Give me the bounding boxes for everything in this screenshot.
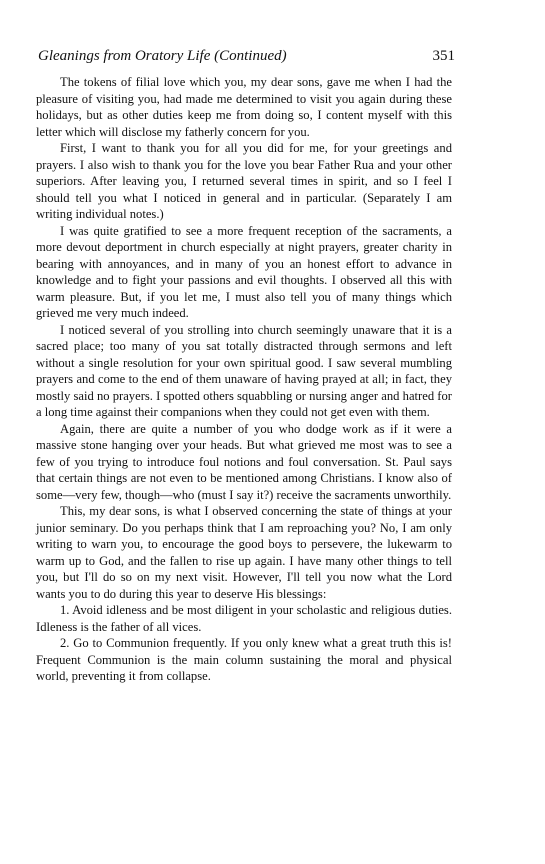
running-title: Gleanings from Oratory Life (Continued) [38, 48, 287, 64]
body-text [36, 74, 452, 685]
paragraph: I noticed several of you strolling into church seemingly unaware that it is a sacred place; too many of you sat totally distracted through sermons and left without a single resolution for your own spiritual good. I saw several mumbling prayers and come to the end of them unaware of having prayed at all; in fact, they mostly said no prayers. I spotted others squabbling or nursing anger and hatred for a long time against their companions when they could not get even with them. [36, 322, 452, 419]
paragraph: This, my dear sons, is what I observed concerning the state of things at your junior seminary. Do you perhaps think that I am reproaching you? No, I am only writing to warn you, to encourage the good boys to persevere, the lukewarm to warm up to God, and the fallen to rise up again. I have many other things to tell you, but I'll do so on my next visit. However, I'll tell you now what the Lord wants you to do during this year to deserve His blessings: [36, 504, 452, 601]
paragraph: The tokens of filial love which you, my dear sons, gave me when I had the pleasure of visiting you, had made me determined to visit you again during these holidays, but as other duties keep me from doing so, I content myself with this letter which will disclose my fatherly concern for you. [36, 75, 452, 139]
numbered-item: 1. Avoid idleness and be most diligent in your scholastic and religious duties. Idleness is the father of all vices. [36, 603, 452, 634]
paragraph: I was quite gratified to see a more frequent reception of the sacraments, a more devout deportment in church especially at night prayers, greater charity in bearing with annoyances, and in many of you an honest effort to advance in knowledge and to fight your passions and evil thoughts. I observed all this with warm pleasure. But, if you let me, I must also tell you of many things which grieved me very much indeed. [36, 223, 452, 320]
page-number: 351 [432, 48, 455, 64]
paragraph: First, I want to thank you for all you did for me, for your greetings and prayers. I also wish to thank you for the love you bear Father Rua and your other superiors. After leaving you, I returned several times in spirit, and so I feel I should tell you what I noticed in general and in particular. (Separately I am writing individual notes.) [36, 141, 452, 221]
page-header [38, 48, 455, 65]
paragraph: Again, there are quite a number of you who dodge work as if it were a massive stone hanging over your heads. But what grieved me most was to see a few of you trying to introduce foul notions and foul conversation. St. Paul says that certain things are not even to be mentioned among Christians. I know also of some—very few, though—who (must I say it?) receive the sacraments unworthily. [36, 421, 452, 502]
numbered-item: 2. Go to Communion frequently. If you only knew what a great truth this is! Frequent Communion is the main column sustaining the moral and physical world, preventing it from collapse. [36, 636, 452, 683]
